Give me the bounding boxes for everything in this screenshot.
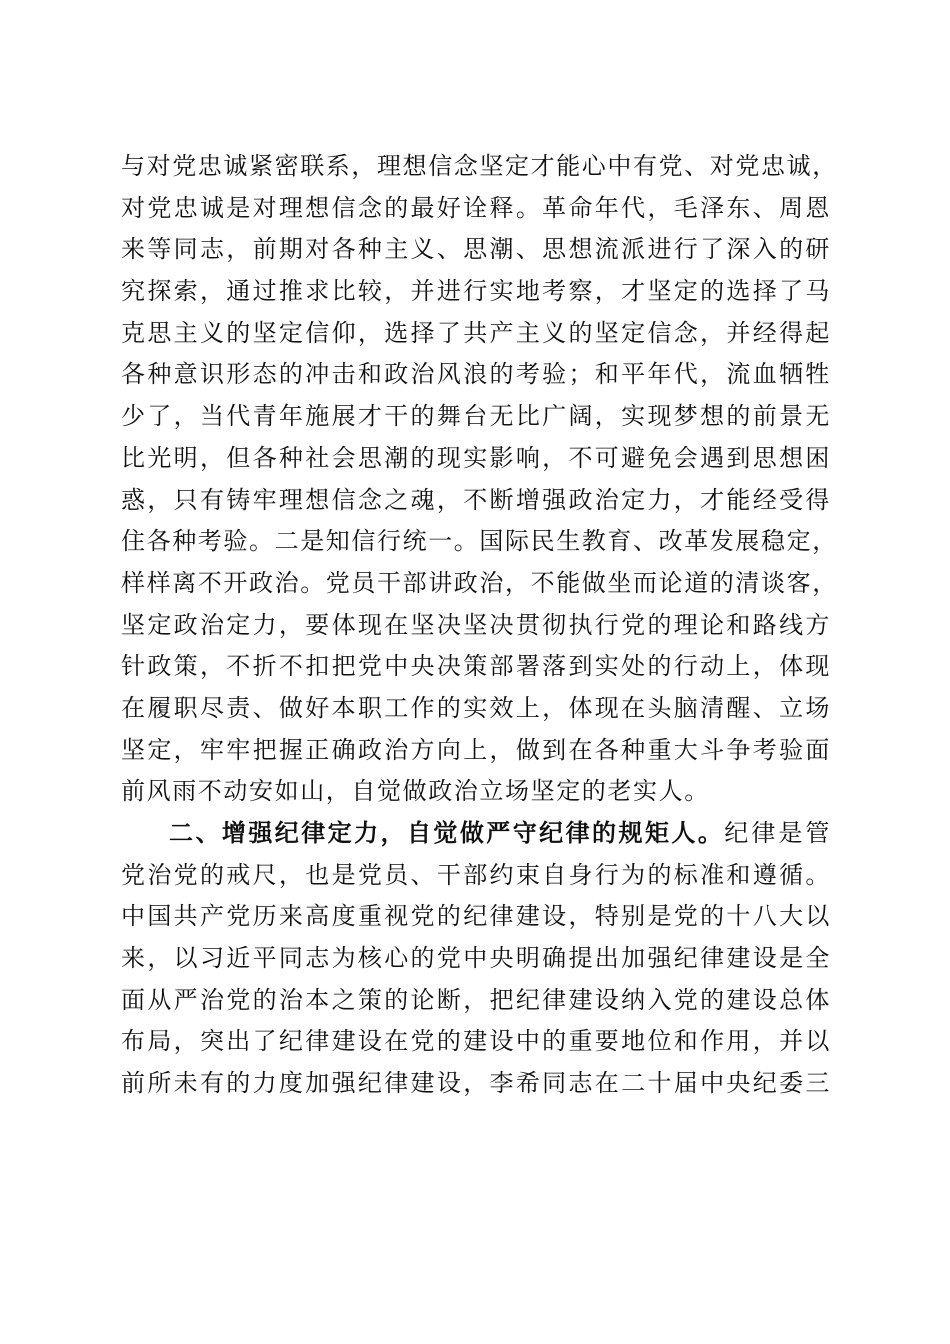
text-line: 样样离不开政治。党员干部讲政治，不能做坐而论道的清谈客，	[121, 568, 838, 597]
section-heading: 二、增强纪律定力，自觉做严守纪律的规矩人。	[169, 819, 725, 847]
section-heading-line	[121, 813, 831, 855]
text-line: 住各种考验。二是知信行统一。国际民生教育、改革发展稳定，	[121, 527, 838, 556]
text-line: 究探索，通过推求比较，并进行实地考察，才坚定的选择了马	[121, 277, 831, 306]
text-line: 面从严治党的治本之策的论断，把纪律建设纳入党的建设总体	[121, 985, 831, 1014]
text-line: 克思主义的坚定信仰，选择了共产主义的坚定信念，并经得起	[121, 318, 831, 347]
text-line: 前风雨不动安如山，自觉做政治立场坚定的老实人。	[121, 777, 710, 806]
body-text	[121, 146, 838, 1105]
text-line: 在履职尽责、做好本职工作的实效上，体现在头脑清醒、立场	[121, 693, 831, 722]
text-line: 比光明，但各种社会思潮的现实影响，不可避免会遇到思想困	[121, 443, 831, 472]
text-line: 党治党的戒尺，也是党员、干部约束自身行为的标准和遵循。	[121, 860, 831, 889]
text-line: 坚定，牢牢把握正确政治方向上，做到在各种重大斗争考验面	[121, 735, 831, 764]
text-line: 少了，当代青年施展才干的舞台无比广阔，实现梦想的前景无	[121, 402, 831, 431]
text-line: 与对党忠诚紧密联系，理想信念坚定才能心中有党、对党忠诚，	[121, 152, 838, 180]
text-line: 坚定政治定力，要体现在坚决坚决贯彻执行党的理论和路线方	[121, 610, 831, 639]
text-line: 布局，突出了纪律建设在党的建设中的重要地位和作用，并以	[121, 1027, 831, 1056]
text-line: 来，以习近平同志为核心的党中央明确提出加强纪律建设是全	[121, 944, 831, 973]
text-line: 前所未有的力度加强纪律建设，李希同志在二十届中央纪委三	[121, 1069, 831, 1098]
text-line: 各种意识形态的冲击和政治风浪的考验；和平年代，流血牺牲	[121, 360, 831, 389]
section-heading-continuation: 纪律是管	[724, 819, 832, 847]
text-line: 对党忠诚是对理想信念的最好诠释。革命年代，毛泽东、周恩	[121, 193, 831, 222]
text-line: 来等同志，前期对各种主义、思潮、思想流派进行了深入的研	[121, 235, 831, 264]
text-line: 中国共产党历来高度重视党的纪律建设，特别是党的十八大以	[121, 902, 831, 931]
text-line: 针政策，不折不扣把党中央决策部署落到实处的行动上，体现	[121, 652, 831, 681]
text-line: 惑，只有铸牢理想信念之魂，不断增强政治定力，才能经受得	[121, 485, 831, 514]
